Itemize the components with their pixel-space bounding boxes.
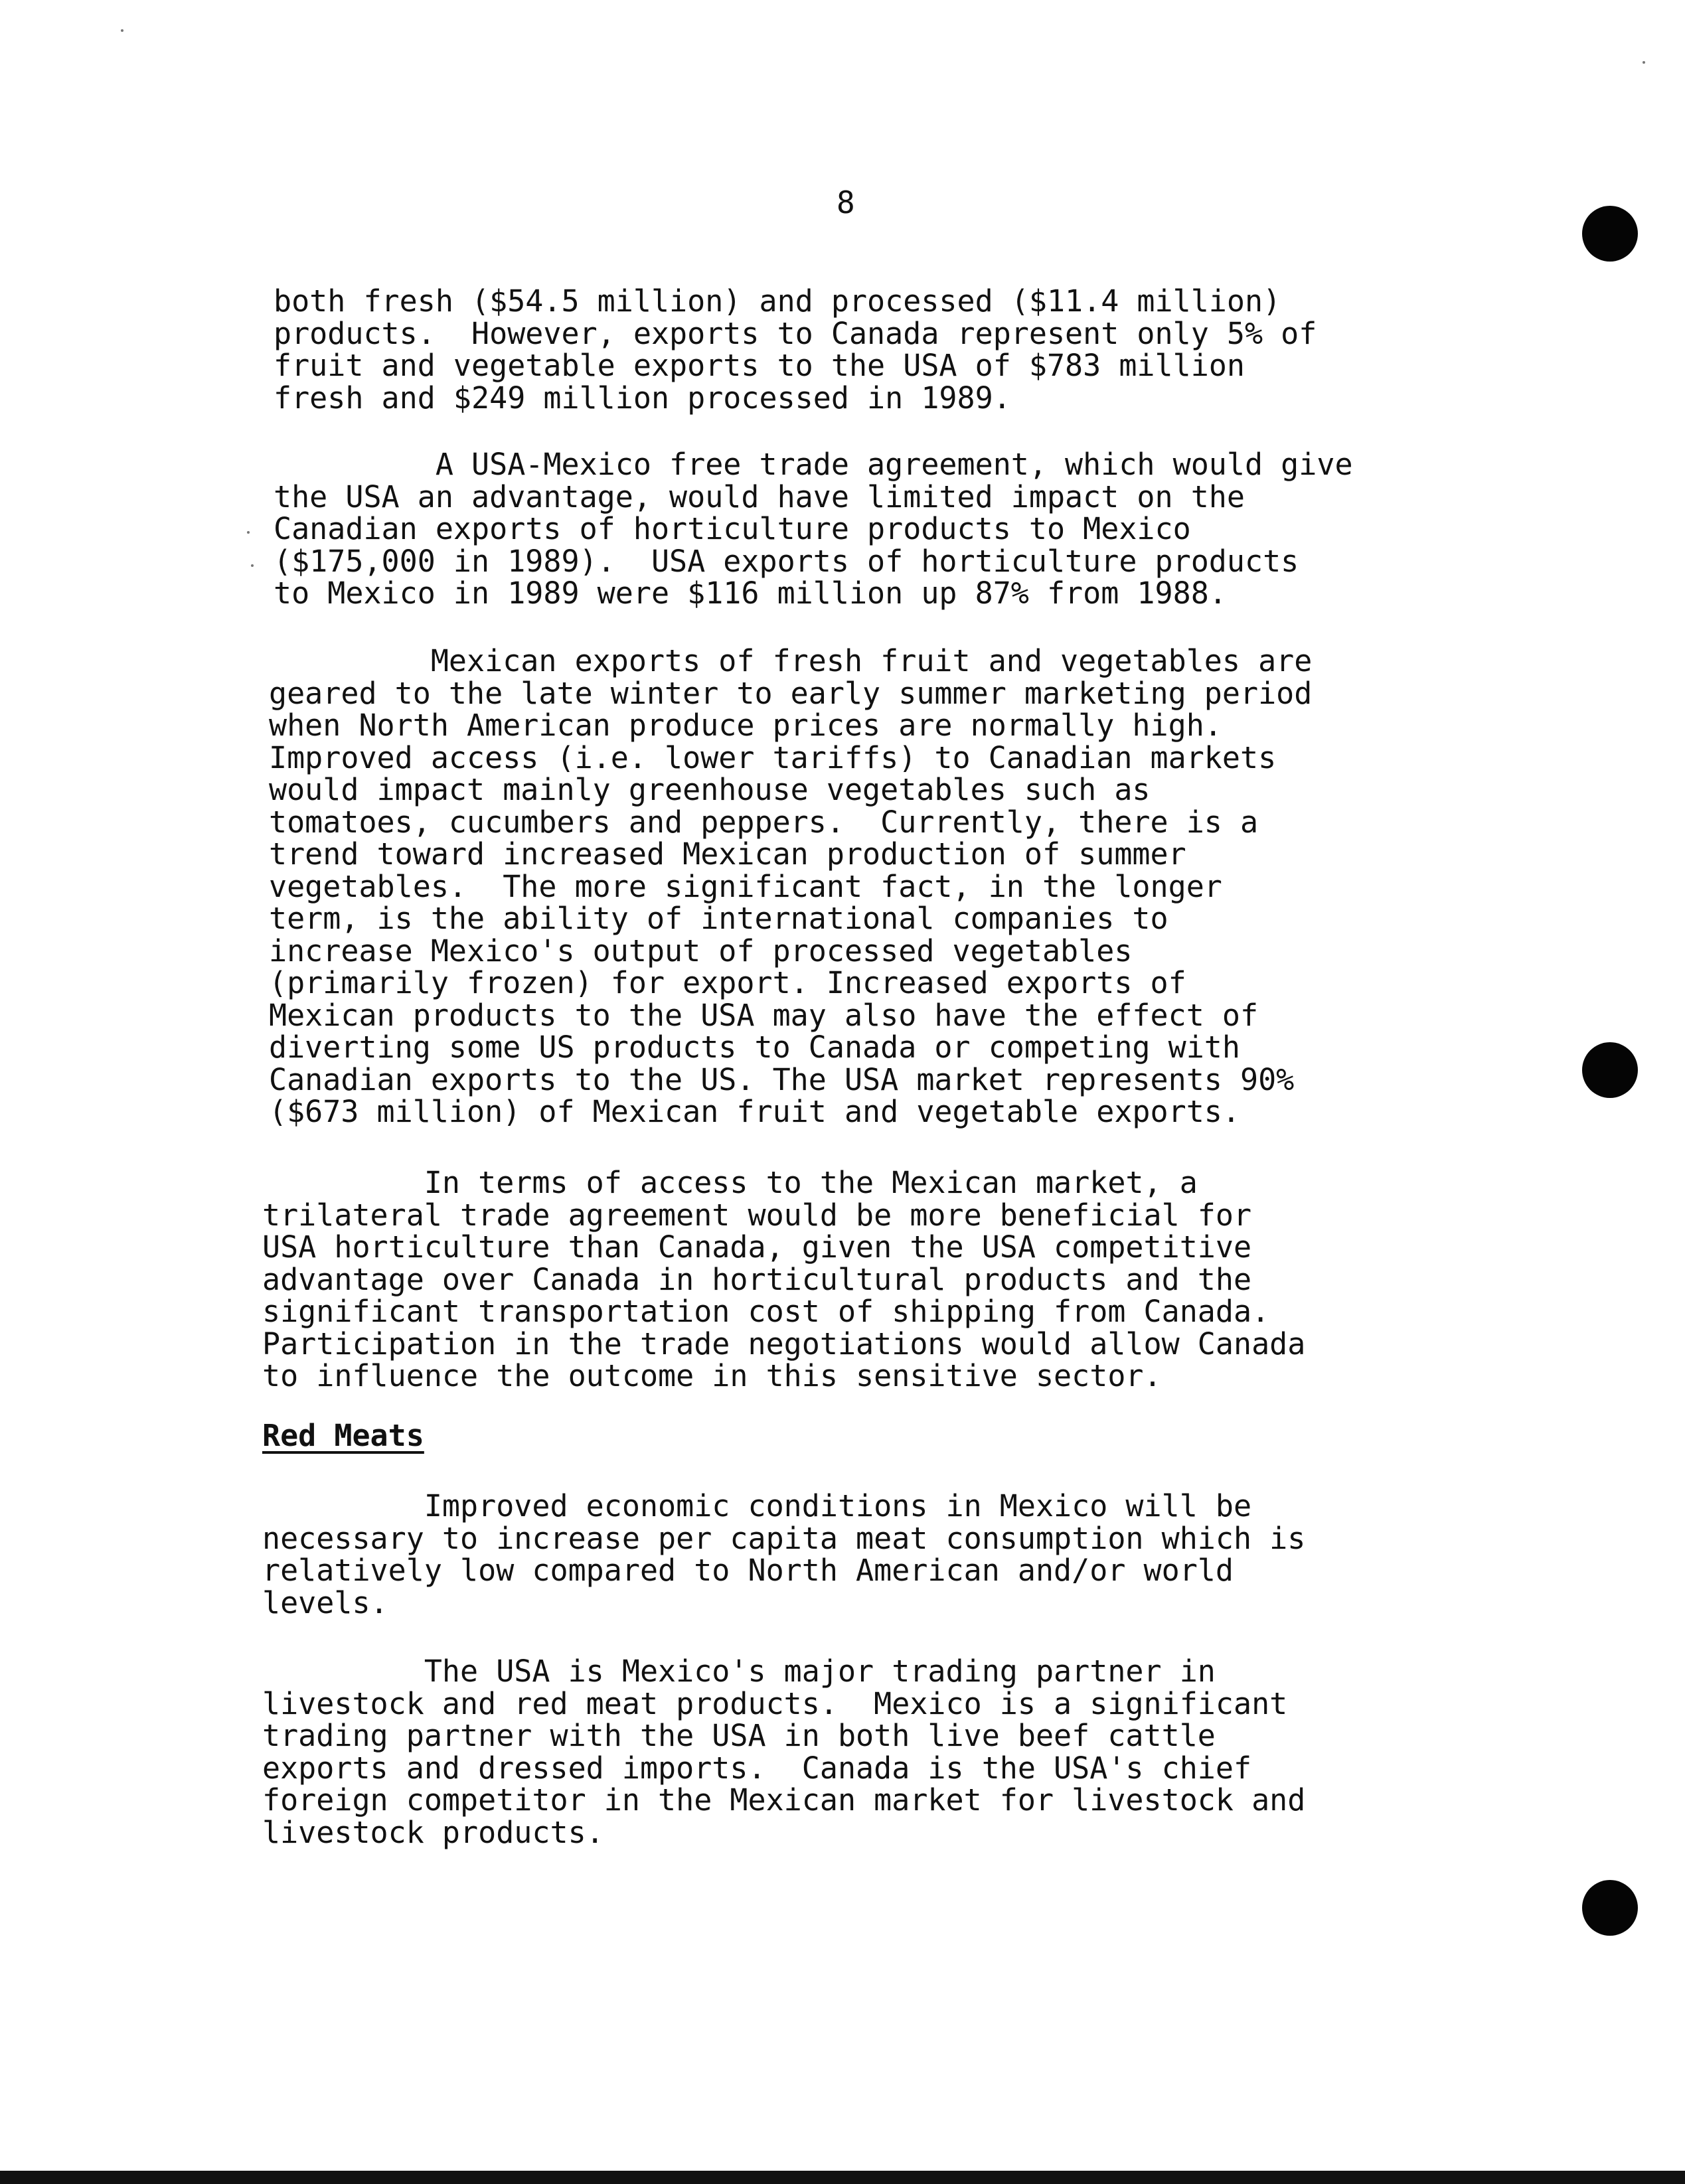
speck <box>247 531 250 534</box>
punch-hole-bottom <box>1582 1880 1638 1936</box>
speck <box>121 29 123 32</box>
paragraph-market-access: In terms of access to the Mexican market, a trilateral trade agreement would be more beneficial for USA horticulture than Canada, given the USA competitive advantage over Canada in horticultural products and the significant transportation cost of shipping from Canada. Participation in the trade negotiations would allow Canada to influence the outcome in this sensitive sector. <box>262 1165 1306 1393</box>
bottom-scan-edge <box>0 2171 1685 2184</box>
paragraph-free-trade: A USA-Mexico free trade agreement, which would give the USA an advantage, would have limited impact on the Canadian exports of horticulture products to Mexico ($175,000 in 1989). USA exports of horticulture products to Mexico in 1989 were $116 million up 87% from 1988. <box>274 447 1353 611</box>
paragraph-fresh-processed: both fresh ($54.5 million) and processed ($11.4 million) products. However, exports to Canada represent only 5% of fruit and vegetable exports to the USA of $783 million fresh and $249 million processed in 1989. <box>274 283 1317 416</box>
paragraph-trading-partner: The USA is Mexico's major trading partner in livestock and red meat products. Mexico is a significant trading partner with the USA in both live beef cattle exports and dressed imports. Canada is the USA's chief foreign competitor in the Mexican market for livestock and livestock products. <box>262 1654 1306 1850</box>
punch-hole-middle <box>1582 1042 1638 1098</box>
page-number: 8 <box>837 185 855 220</box>
speck <box>251 564 254 567</box>
punch-hole-top <box>1582 206 1638 262</box>
paragraph-economic-conditions: Improved economic conditions in Mexico will be necessary to increase per capita meat consumption which is relatively low compared to North American and/or world levels. <box>262 1488 1306 1620</box>
speck <box>1643 61 1645 64</box>
section-heading-red-meats: Red Meats <box>262 1418 424 1453</box>
paragraph-mexican-exports: Mexican exports of fresh fruit and vegetables are geared to the late winter to early summer marketing period when North American produce prices are normally high. Improved access (i.e. lower tariffs) to Canadian markets would impact mainly greenhouse vegetables such as tomatoes, cucumbers and peppers. Currently, there is a trend toward increased Mexican production of summer vegetables. The more significant fact, in the longer term, is the ability of international companies to increase Mexico's output of processed vegetables (primarily frozen) for export. Increased exports of Mexican products to the USA may also have the effect of diverting some US products to Canada or competing with Canadian exports to the US. The USA market represents 90% ($673 million) of Mexican fruit and vegetable exports. <box>269 643 1313 1129</box>
